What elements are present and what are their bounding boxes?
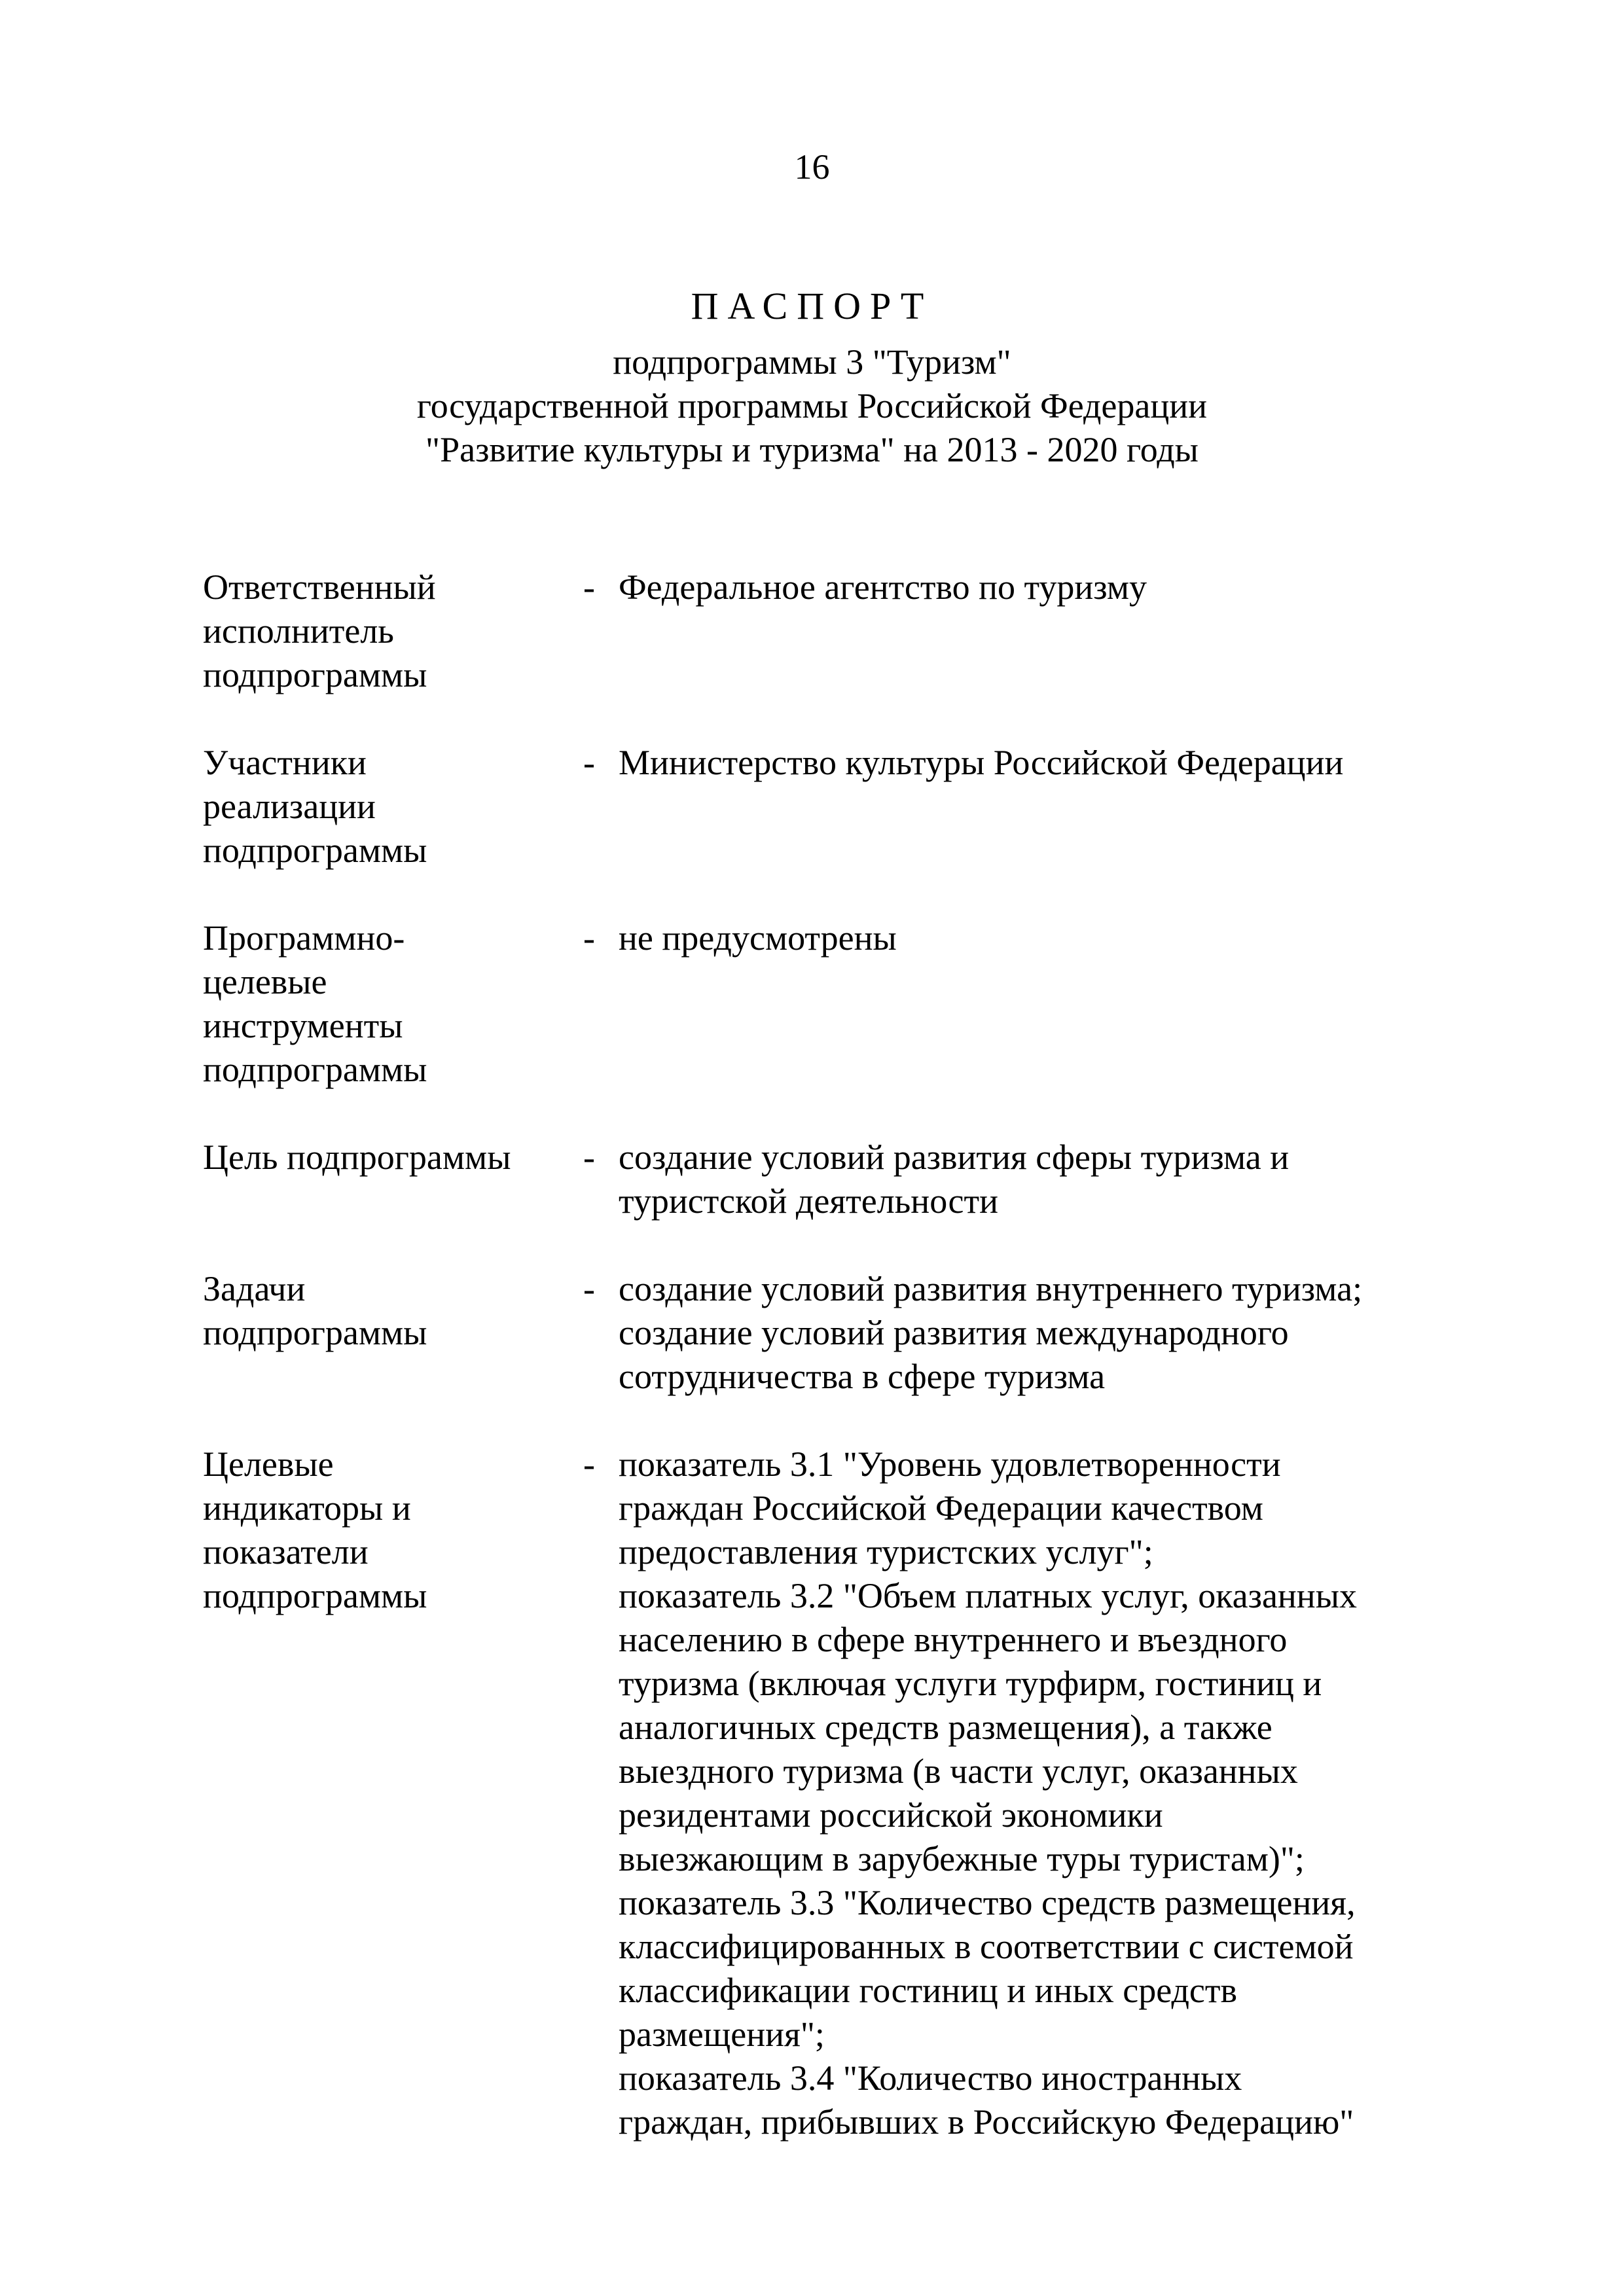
row-label (203, 1267, 560, 1355)
label-line: инструменты (203, 1006, 403, 1045)
value-line: классификации гостиниц и иных средств (619, 1971, 1237, 2010)
label-line: реализации (203, 787, 376, 826)
label-line: Цель подпрограммы (203, 1138, 511, 1177)
label-line: целевые (203, 962, 327, 1001)
row-label (203, 741, 560, 872)
label-line: подпрограммы (203, 1576, 427, 1615)
value-line: классифицированных в соответствии с системой (619, 1927, 1354, 1966)
row-value (619, 1136, 1447, 1223)
row-value (619, 916, 1447, 960)
row-dash: - (583, 1444, 595, 1484)
row-dash: - (583, 1269, 595, 1308)
value-line: граждан Российской Федерации качеством (619, 1488, 1263, 1528)
value-line: предоставления туристских услуг"; (619, 1532, 1153, 1571)
row-value (619, 741, 1447, 785)
value-line: Министерство культуры Российской Федерации (619, 743, 1344, 782)
value-line: резидентами российской экономики (619, 1795, 1163, 1835)
subtitle-line: государственной программы Российской Федерации (416, 386, 1208, 425)
row-value (619, 565, 1447, 609)
label-line: Участники (203, 743, 367, 782)
passport-row-responsible-executor (203, 565, 1447, 697)
value-line: граждан, прибывших в Российскую Федерацию" (619, 2102, 1354, 2142)
passport-row-program-tools (203, 916, 1447, 1092)
value-line: показатель 3.4 "Количество иностранных (619, 2058, 1242, 2098)
page-number: 16 (794, 147, 830, 187)
label-line: исполнитель (203, 611, 394, 651)
value-line: создание условий развития международного (619, 1313, 1289, 1352)
value-line: Федеральное агентство по туризму (619, 567, 1147, 607)
passport-row-indicators (203, 1443, 1447, 2144)
row-dash: - (583, 567, 595, 607)
value-line: населению в сфере внутреннего и въездного (619, 1620, 1288, 1659)
value-line: выездного туризма (в части услуг, оказанных (619, 1751, 1298, 1791)
value-line: сотрудничества в сфере туризма (619, 1357, 1106, 1396)
subtitle-line: подпрограммы 3 "Туризм" (613, 342, 1011, 382)
value-line: туристской деятельности (619, 1181, 998, 1221)
row-label (203, 1136, 560, 1179)
row-label (203, 565, 560, 697)
label-line: Целевые (203, 1444, 334, 1484)
document-title: ПАСПОРТ (691, 285, 933, 327)
value-line: туризма (включая услуги турфирм, гостиниц и (619, 1664, 1322, 1703)
value-line: выезжающим в зарубежные туры туристам)"; (619, 1839, 1305, 1878)
row-dash: - (583, 918, 595, 958)
value-line: не предусмотрены (619, 918, 897, 958)
row-value (619, 1267, 1447, 1399)
label-line: показатели (203, 1532, 369, 1571)
label-line: подпрограммы (203, 655, 427, 694)
row-dash: - (583, 743, 595, 782)
value-line: аналогичных средств размещения), а также (619, 1708, 1272, 1747)
row-value (619, 1443, 1447, 2144)
value-line: создание условий развития внутреннего туризма; (619, 1269, 1363, 1308)
label-line: Программно- (203, 918, 405, 958)
passport-row-participants (203, 741, 1447, 872)
row-label (203, 1443, 560, 1618)
label-line: подпрограммы (203, 1313, 427, 1352)
value-line: создание условий развития сферы туризма и (619, 1138, 1290, 1177)
document-subtitle (0, 340, 1624, 472)
passport-row-tasks (203, 1267, 1447, 1399)
value-line: показатель 3.2 "Объем платных услуг, оказанных (619, 1576, 1357, 1615)
value-line: размещения"; (619, 2015, 825, 2054)
label-line: Задачи (203, 1269, 306, 1308)
row-label (203, 916, 560, 1092)
label-line: подпрограммы (203, 1050, 427, 1089)
label-line: Ответственный (203, 567, 436, 607)
label-line: индикаторы и (203, 1488, 411, 1528)
label-line: подпрограммы (203, 831, 427, 870)
value-line: показатель 3.1 "Уровень удовлетворенности (619, 1444, 1281, 1484)
row-dash: - (583, 1138, 595, 1177)
passport-row-goal (203, 1136, 1447, 1223)
passport-table (203, 565, 1447, 2144)
subtitle-line: "Развитие культуры и туризма" на 2013 - 2020 годы (425, 430, 1199, 469)
value-line: показатель 3.3 "Количество средств размещения, (619, 1883, 1356, 1922)
